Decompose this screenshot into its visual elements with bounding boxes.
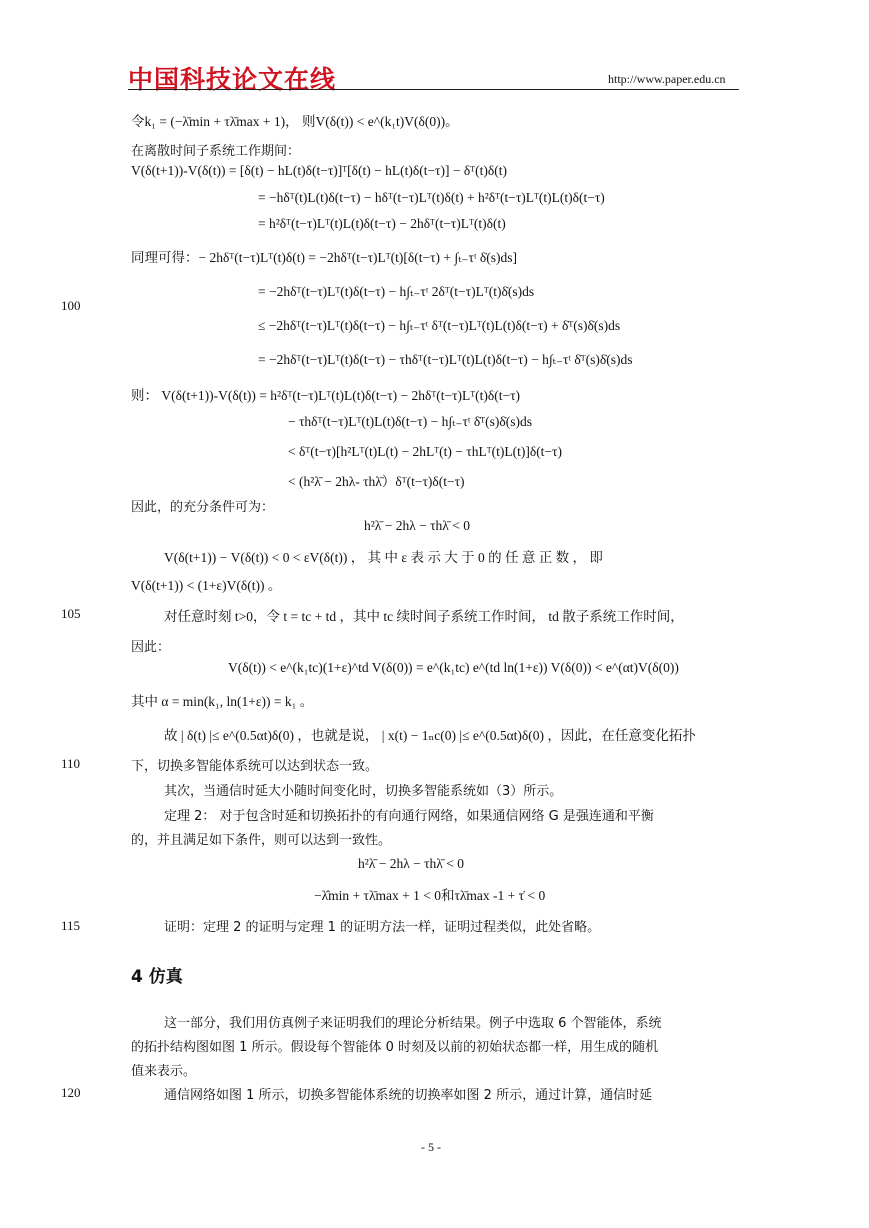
text-line: 令k₁ = (−λ̄min + τλ̄max + 1)， 则V(δ(t)) < e^(k₁t)V(δ(0))。 [131,114,459,129]
line-number: 115 [61,918,81,933]
text-line: 定理 2： 对于包含时延和切换拓扑的有向通行网络，如果通信网络 G 是强连通和平衡 [164,809,654,824]
equation-line: −λ̂min + τλ̄max + 1 < 0和τλ̄max -1 + τ̇ < 0 [314,888,546,903]
text-line: 的拓扑结构图如图 1 所示。假设每个智能体 0 时刻及以前的初始状态都一样，用生成的随机 [131,1040,659,1055]
equation-line: − τhδᵀ(t−τ)Lᵀ(t)L(t)δ(t−τ) − h∫ₜ₋τᵗ δ̇ᵀ(s)δ̇(s)ds [288,414,532,429]
text-line: 在离散时间子系统工作期间： [131,144,301,159]
equation-line: V(δ(t+1)) − V(δ(t)) < 0 < εV(δ(t)) ， 其 中 ε 表 示 大 于 0 的 任 意 正 数 ， 即 [164,550,603,565]
text-line: 这一部分，我们用仿真例子来证明我们的理论分析结果。例子中选取 6 个智能体，系统 [164,1016,662,1031]
line-number: 105 [61,606,81,621]
equation-line: h²λ̄ − 2hλ − τhλ̄ < 0 [364,518,470,533]
equation-line: 故 | δ(t) |≤ e^(0.5αt)δ(0) ，也就是说， | x(t) − 1ₙc(0) |≤ e^(0.5αt)δ(0) ，因此，在任意变化拓扑 [164,728,696,743]
text-line: 的，并且满足如下条件，则可以达到一致性。 [131,833,392,848]
text-line: 证明：定理 2 的证明与定理 1 的证明方法一样，证明过程类似，此处省略。 [164,920,601,935]
text-line: 通信网络如图 1 所示，切换多智能体系统的切换率如图 2 所示，通过计算，通信时延 [164,1088,653,1103]
logo-red-text: 中国 [128,65,181,94]
line-number: 120 [61,1085,81,1100]
line-number: 100 [61,298,81,313]
equation-line: V(δ(t+1))-V(δ(t)) = [δ(t) − hL(t)δ(t−τ)]ᵀ[δ(t) − hL(t)δ(t−τ)] − δᵀ(t)δ(t) [131,163,507,178]
header-url[interactable]: http://www.paper.edu.cn [608,72,726,86]
equation-line: = −2hδᵀ(t−τ)Lᵀ(t)δ(t−τ) − h∫ₜ₋τᵗ 2δᵀ(t−τ)Lᵀ(t)δ̇(s)ds [258,284,535,299]
equation-line: = h²δᵀ(t−τ)Lᵀ(t)L(t)δ(t−τ) − 2hδᵀ(t−τ)Lᵀ(t)δ(t) [258,216,506,231]
header-rule [128,89,739,90]
page-number: - 5 - [421,1140,441,1154]
equation-line: V(δ(t)) < e^(k₁tc)(1+ε)^td V(δ(0)) = e^(k₁tc) e^(td ln(1+ε)) V(δ(0)) < e^(αt)V(δ(0)) [228,660,679,675]
equation-line: h²λ̄ − 2hλ − τhλ̄ < 0 [358,856,464,871]
text-line: 因此，的充分条件可为： [131,500,275,515]
equation-line: 同理可得：− 2hδᵀ(t−τ)Lᵀ(t)δ(t) = −2hδᵀ(t−τ)Lᵀ(t)[δ(t−τ) + ∫ₜ₋τᵗ δ̇(s)ds] [131,250,518,265]
text-line: 其次，当通信时延大小随时间变化时，切换多智能系统如（3）所示。 [164,784,563,799]
section-title: 4 仿真 [131,967,183,987]
equation-line: = −2hδᵀ(t−τ)Lᵀ(t)δ(t−τ) − τhδᵀ(t−τ)Lᵀ(t)L(t)δ(t−τ) − h∫ₜ₋τᵗ δ̇ᵀ(s)δ̇(s)ds [258,352,633,367]
equation-line: < δᵀ(t−τ)[h²Lᵀ(t)L(t) − 2hLᵀ(t) − τhLᵀ(t)L(t)]δ(t−τ) [288,444,562,459]
text-line: 下，切换多智能体系统可以达到状态一致。 [131,759,379,774]
equation-line: = −hδᵀ(t)L(t)δ(t−τ) − hδᵀ(t−τ)Lᵀ(t)δ(t) + h²δᵀ(t−τ)Lᵀ(t)L(t)δ(t−τ) [258,190,605,205]
logo-black-text: 科技论文在线 [180,65,337,94]
equation-line: 其中 α = min(k₁, ln(1+ε)) = k₁ 。 [131,694,314,709]
journal-logo [128,60,336,96]
equation-line: < (h²λ̄ − 2hλ- τhλ̄）δᵀ(t−τ)δ(t−τ) [288,474,465,489]
line-number: 110 [61,756,81,771]
text-line: 值来表示。 [131,1064,197,1079]
equation-line: V(δ(t+1)) < (1+ε)V(δ(t)) 。 [131,578,282,593]
text-line: 因此： [131,640,171,655]
equation-line: ≤ −2hδᵀ(t−τ)Lᵀ(t)δ(t−τ) − h∫ₜ₋τᵗ δᵀ(t−τ)Lᵀ(t)L(t)δ(t−τ) + δ̇ᵀ(s)δ̇(s)ds [258,318,621,333]
text-line: 对任意时刻 t>0，令 t = tc + td ，其中 tc 续时间子系统工作时间， td 散子系统工作时间， [164,609,684,624]
equation-line: 则： V(δ(t+1))-V(δ(t)) = h²δᵀ(t−τ)Lᵀ(t)L(t)δ(t−τ) − 2hδᵀ(t−τ)Lᵀ(t)δ(t−τ) [131,388,521,403]
